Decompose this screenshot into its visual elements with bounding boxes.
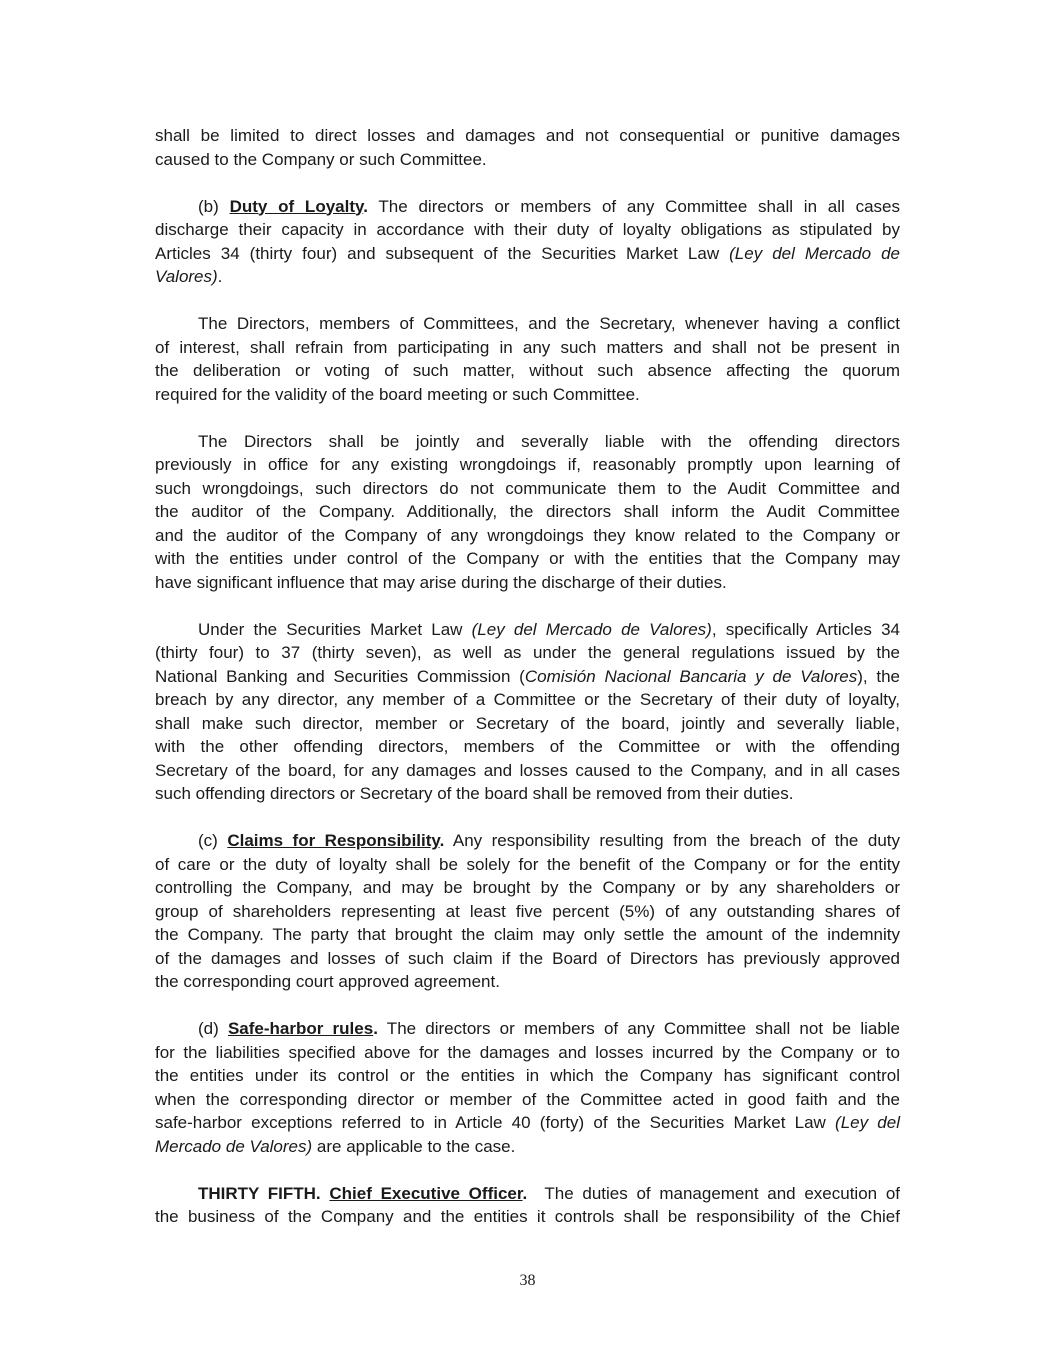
text-line: the Company. The party that brought the claim may only settle the amount of the indemnity [155, 925, 900, 944]
section-label: (b) [198, 196, 219, 216]
text-line [155, 242, 900, 266]
section-heading: Claims for Responsibility [227, 831, 440, 850]
text-line: required for the validity of the board meeting or such Committee. [155, 384, 640, 404]
text-line: the auditor of the Company. Additionally, the directors shall inform the Audit Committee [155, 502, 900, 521]
text-line: (b) Duty of Loyalty. The directors or members of any Committee shall in all cases [198, 196, 900, 216]
text-line: (thirty four) to 37 (thirty seven), as well as under the general regulations issued by the [155, 643, 900, 662]
section-heading: Duty of Loyalty [229, 196, 364, 216]
paragraph-claims-for-responsibility [155, 829, 900, 994]
text-line: shall make such director, member or Secretary of the board, jointly and severally liable, [155, 713, 900, 733]
text-line: of the damages and losses of such claim if the Board of Directors has previously approved [155, 948, 900, 968]
section-heading: Chief Executive Officer [329, 1183, 523, 1203]
article-number: THIRTY FIFTH. [198, 1183, 321, 1203]
text-line [155, 618, 900, 642]
text-line: previously in office for any existing wrongdoings if, reasonably promptly upon learning of [155, 455, 900, 474]
text-line: THIRTY FIFTH. Chief Executive Officer. The duties of management and execution of [198, 1183, 901, 1203]
text-line: of interest, shall refrain from participating in any such matters and shall not be present in [155, 337, 900, 357]
text-line [155, 665, 900, 689]
text-line: (c) Claims for Responsibility. Any responsibility resulting from the breach of the duty [198, 831, 900, 850]
text-line: The Directors, members of Committees, and the Secretary, whenever having a conflict [198, 314, 900, 333]
text-fragment: ), the [857, 666, 901, 686]
italic-law-name: Mercado de Valores) [155, 1136, 313, 1156]
text-fragment: Articles 34 (thirty four) and subsequent of the Securities Market Law [155, 243, 720, 263]
text-fragment: The duties of management and execution of [527, 1183, 901, 1203]
italic-commission-name: Comisión Nacional Bancaria y de Valores [524, 666, 858, 686]
text-fragment: are applicable to the case. [312, 1136, 516, 1156]
paragraph-conflict-of-interest [155, 312, 900, 406]
text-line: the business of the Company and the entities it controls shall be responsibility of the Chief [155, 1207, 900, 1226]
text-line: with the entities under control of the Company or with the entities that the Company may [155, 549, 900, 568]
text-fragment: . [217, 267, 223, 286]
text-line: Secretary of the board, for any damages and losses caused to the Company, and in all cases [155, 760, 900, 780]
text-fragment: Under the Securities Market Law [198, 619, 472, 639]
paragraph-chief-executive-officer [155, 1182, 900, 1229]
text-line: discharge their capacity in accordance with their duty of loyalty obligations as stipulated by [155, 220, 900, 239]
text-fragment: The directors or members of any Committee shall in all cases [367, 196, 900, 216]
section-label: (c) [198, 831, 218, 850]
text-line: the deliberation or voting of such matter, without such absence affecting the quorum [155, 361, 900, 380]
text-fragment: National Banking and Securities Commission ( [155, 666, 525, 686]
text-line: when the corresponding director or member of the Committee acted in good faith and the [155, 1089, 900, 1109]
text-line: (d) Safe-harbor rules. The directors or members of any Committee shall not be liable [198, 1019, 901, 1038]
paragraph-duty-of-loyalty [155, 195, 900, 289]
text-line: such wrongdoings, such directors do not communicate them to the Audit Committee and [155, 478, 900, 498]
text-fragment: safe-harbor exceptions referred to in Article 40 (forty) of the Securities Market Law [155, 1113, 826, 1132]
text-line: the corresponding court approved agreement. [155, 972, 500, 991]
text-fragment: The directors or members of any Committee shall not be liable [377, 1019, 901, 1038]
page-number: 38 [519, 1272, 536, 1289]
section-heading: Safe-harbor rules [227, 1019, 374, 1038]
text-fragment: , specifically Articles 34 [711, 619, 900, 639]
text-fragment: Any responsibility resulting from the breach of the duty [444, 831, 900, 850]
text-line: and the auditor of the Company of any wrongdoings they know related to the Company or [155, 525, 900, 545]
text-line: group of shareholders representing at least five percent (5%) of any outstanding shares of [155, 901, 900, 921]
italic-law-name: (Ley del [835, 1113, 900, 1132]
text-line [155, 1135, 900, 1159]
text-line: the entities under its control or the entities in which the Company has significant control [155, 1066, 900, 1085]
text-line: with the other offending directors, members of the Committee or with the offending [155, 737, 900, 756]
section-label: (d) [198, 1019, 219, 1038]
text-line: shall be limited to direct losses and damages and not consequential or punitive damages [155, 126, 900, 145]
text-line [155, 1111, 900, 1135]
text-line: breach by any director, any member of a Committee or the Secretary of their duty of loyalty, [155, 690, 900, 709]
paragraph-securities-market-law [155, 618, 900, 806]
text-line: have significant influence that may arise during the discharge of their duties. [155, 572, 727, 592]
paragraph-joint-liability [155, 430, 900, 595]
text-line [155, 265, 900, 289]
text-line: such offending directors or Secretary of the board shall be removed from their duties. [155, 784, 794, 803]
text-line: controlling the Company, and may be brought by the Company or by any shareholders or [155, 878, 900, 897]
italic-law-name: (Ley del Mercado de [729, 243, 900, 263]
italic-law-name: Valores) [155, 267, 218, 286]
paragraph-safe-harbor-rules [155, 1017, 900, 1158]
text-line: of care or the duty of loyalty shall be solely for the benefit of the Company or for the entity [155, 854, 900, 874]
text-line: for the liabilities specified above for the damages and losses incurred by the Company or to [155, 1042, 900, 1062]
italic-law-name: (Ley del Mercado de Valores) [471, 619, 712, 639]
text-line: caused to the Company or such Committee. [155, 149, 487, 169]
text-line: The Directors shall be jointly and severally liable with the offending directors [198, 431, 900, 451]
paragraph-damages-limit [155, 124, 900, 171]
document-page [155, 124, 900, 1252]
